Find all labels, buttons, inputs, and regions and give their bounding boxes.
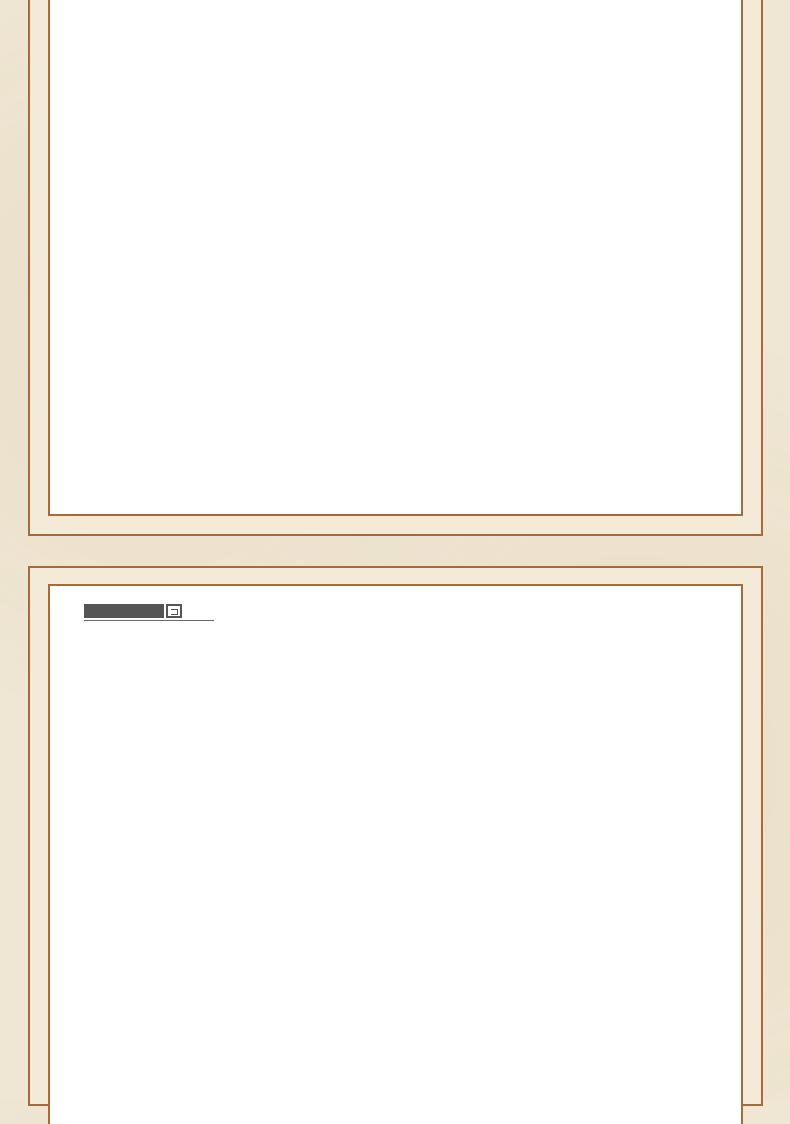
series-logo	[84, 604, 182, 618]
logo-text	[84, 604, 164, 618]
toc-panel-bottom	[28, 566, 763, 1106]
toc-page-top	[48, 0, 743, 516]
toc-page-bottom	[48, 584, 743, 1124]
header-rule	[84, 620, 214, 621]
toc-panel-top	[28, 0, 763, 536]
spiral-icon	[166, 604, 182, 618]
